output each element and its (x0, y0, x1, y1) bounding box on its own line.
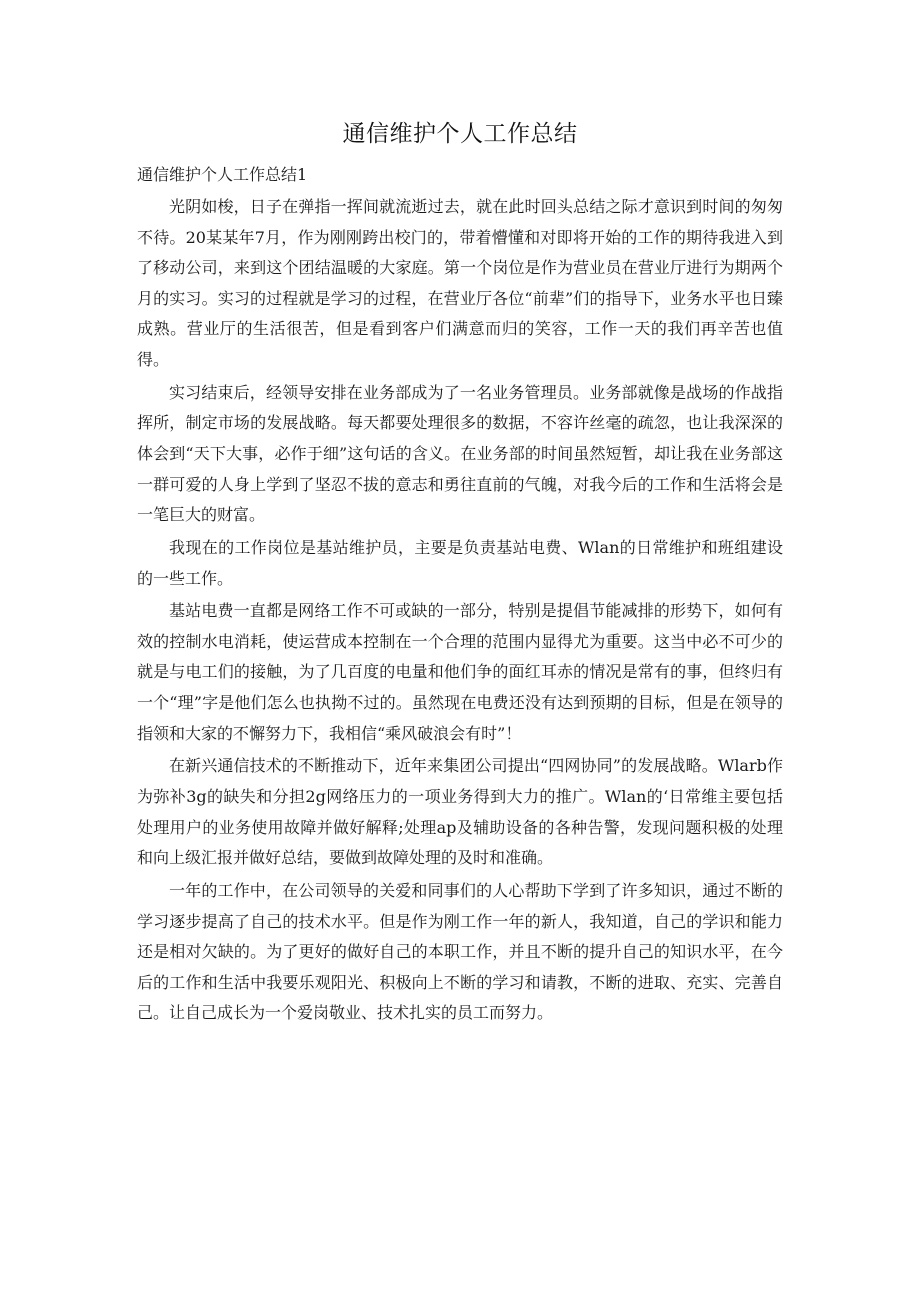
paragraph-5: 在新兴通信技术的不断推动下，近年来集团公司提出“四网协同”的发展战略。Wlarb作为弥补3g的缺失和分担2g网络压力的一项业务得到大力的推广。Wlan的‘日常维主要包括处理用户的业务使用故障并做好解释;处理ap及辅助设备的各种告警，发现问题积极的处理和向上级汇报并做好总结，要做到故障处理的及时和准确。 (137, 756, 783, 868)
paragraph-6: 一年的工作中，在公司领导的关爱和同事们的人心帮助下学到了许多知识，通过不断的学习逐步提高了自己的技术水平。但是作为刚工作一年的新人，我知道，自己的学识和能力还是相对欠缺的。为了更好的做好自己的本职工作，并且不断的提升自己的知识水平，在今后的工作和生活中我要乐观阳光、积极向上不断的学习和请教，不断的进取、充实、完善自己。让自己成长为一个爱岗敬业、技术扎实的员工而努力。 (137, 881, 783, 1023)
paragraph-1: 光阴如梭，日子在弹指一挥间就流逝过去，就在此时回头总结之际才意识到时间的匆匆不待。20某某年7月，作为刚刚跨出校门的，带着懵懂和对即将开始的工作的期待我进入到了移动公司，来到这个团结温暖的大家庭。第一个岗位是作为营业员在营业厅进行为期两个月的实习。实习的过程就是学习的过程，在营业厅各位“前辈”们的指导下，业务水平也日臻成熟。营业厅的生活很苦，但是看到客户们满意而归的笑容，工作一天的我们再辛苦也值得。 (137, 197, 783, 369)
document-title: 通信维护个人工作总结 (342, 121, 578, 147)
paragraph-2: 实习结束后，经领导安排在业务部成为了一名业务管理员。业务部就像是战场的作战指挥所，制定市场的发展战略。每天都要处理很多的数据，不容许丝毫的疏忽，也让我深深的体会到“天下大事，必作于细”这句话的含义。在业务部的时间虽然短暂，却让我在业务部这一群可爱的人身上学到了坚忍不拔的意志和勇往直前的气魄，对我今后的工作和生活将会是一笔巨大的财富。 (137, 382, 783, 525)
paragraph-3: 我现在的工作岗位是基站维护员，主要是负责基站电费、Wlan的日常维护和班组建设的一些工作。 (137, 537, 783, 588)
section-subheading: 通信维护个人工作总结1 (137, 165, 308, 184)
paragraph-4: 基站电费一直都是网络工作不可或缺的一部分，特别是提倡节能减排的形势下，如何有效的控制水电消耗，使运营成本控制在一个合理的范围内显得尤为重要。这当中必不可少的就是与电工们的接触，为了几百度的电量和他们争的面红耳赤的情况是常有的事，但终归有一个“理”字是他们怎么也执拗不过的。虽然现在电费还没有达到预期的目标，但是在领导的指领和大家的不懈努力下，我相信“乘风破浪会有时”！ (137, 601, 783, 743)
document-body (137, 160, 783, 1031)
